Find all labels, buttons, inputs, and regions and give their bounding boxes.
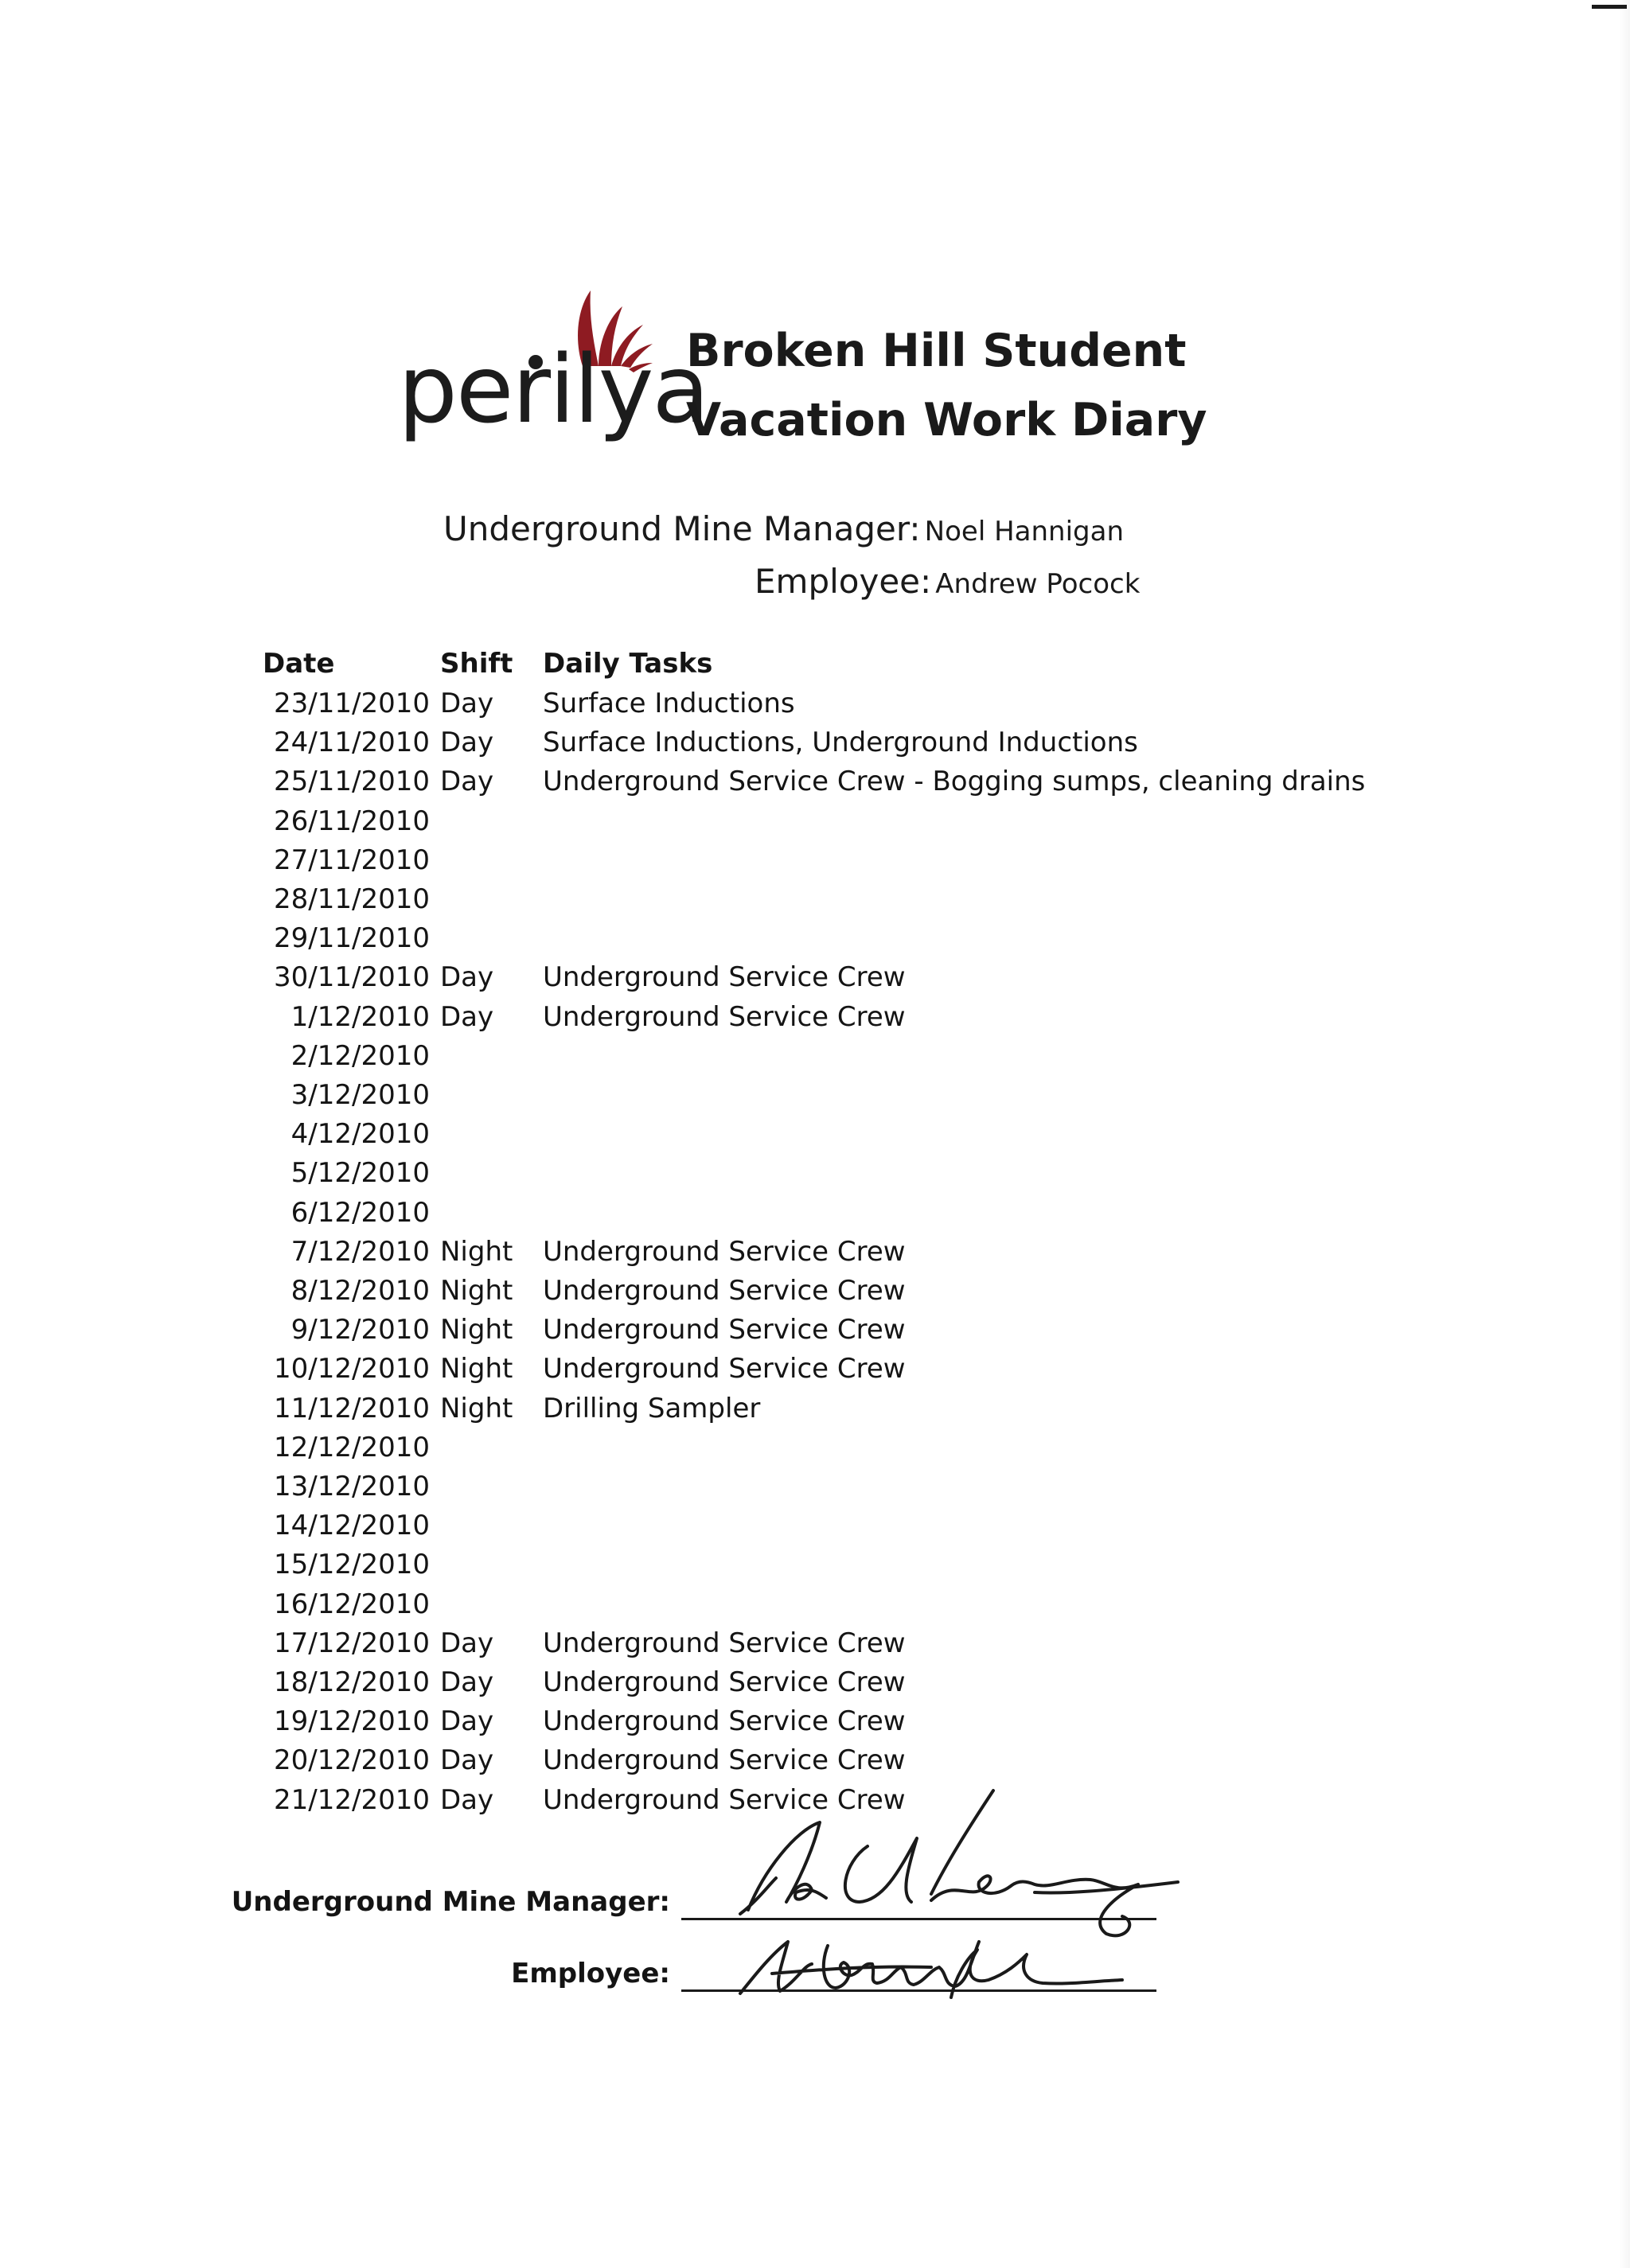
table-row bbox=[0, 1118, 1630, 1157]
row-task: Underground Service Crew bbox=[543, 1666, 906, 1698]
row-date: 12/12/2010 bbox=[274, 1431, 430, 1463]
row-date: 2/12/2010 bbox=[291, 1039, 430, 1072]
row-date: 3/12/2010 bbox=[291, 1079, 430, 1111]
row-task: Underground Service Crew bbox=[543, 1783, 906, 1816]
scan-corner-mark bbox=[1592, 5, 1627, 9]
table-row bbox=[0, 961, 1630, 1000]
table-row bbox=[0, 1549, 1630, 1588]
row-task: Underground Service Crew bbox=[543, 1314, 906, 1346]
row-date: 16/12/2010 bbox=[274, 1588, 430, 1620]
row-date: 10/12/2010 bbox=[274, 1353, 430, 1385]
table-row bbox=[0, 1666, 1630, 1705]
table-row bbox=[0, 766, 1630, 805]
table-row bbox=[0, 805, 1630, 844]
row-date: 13/12/2010 bbox=[274, 1471, 430, 1502]
manager-header-label: Underground Mine Manager: bbox=[443, 509, 921, 548]
employee-header-line bbox=[755, 562, 1140, 601]
row-date: 15/12/2010 bbox=[274, 1549, 430, 1581]
row-date: 19/12/2010 bbox=[274, 1705, 430, 1738]
employee-signature bbox=[740, 1942, 1122, 1997]
row-date: 30/11/2010 bbox=[274, 961, 430, 994]
row-task: Underground Service Crew bbox=[543, 961, 906, 994]
row-date: 14/12/2010 bbox=[274, 1510, 430, 1542]
row-date: 9/12/2010 bbox=[291, 1314, 430, 1346]
manager-header-line bbox=[443, 509, 1124, 548]
row-date: 26/11/2010 bbox=[274, 805, 430, 837]
row-task: Surface Inductions bbox=[543, 688, 795, 719]
row-date: 1/12/2010 bbox=[291, 1000, 430, 1033]
row-task: Underground Service Crew bbox=[543, 1000, 906, 1033]
table-row bbox=[0, 1627, 1630, 1666]
row-shift: Day bbox=[440, 688, 494, 719]
table-row bbox=[0, 1744, 1630, 1783]
table-row bbox=[0, 1040, 1630, 1079]
row-task: Surface Inductions, Underground Inductions bbox=[543, 727, 1138, 759]
row-shift: Night bbox=[440, 1314, 513, 1346]
row-shift: Night bbox=[440, 1392, 513, 1424]
table-row bbox=[0, 1588, 1630, 1627]
row-task: Underground Service Crew - Bogging sumps, cleaning drains bbox=[543, 766, 1366, 798]
row-shift: Day bbox=[440, 1627, 494, 1659]
row-date: 5/12/2010 bbox=[291, 1157, 430, 1190]
row-date: 24/11/2010 bbox=[274, 727, 430, 759]
row-task: Underground Service Crew bbox=[543, 1705, 906, 1738]
manager-header-name: Noel Hannigan bbox=[924, 516, 1124, 548]
perilya-logo bbox=[398, 279, 708, 454]
row-task: Underground Service Crew bbox=[543, 1275, 906, 1307]
table-row bbox=[0, 922, 1630, 961]
table-row bbox=[0, 1432, 1630, 1471]
table-row bbox=[0, 1236, 1630, 1275]
row-date: 7/12/2010 bbox=[291, 1235, 430, 1268]
row-date: 21/12/2010 bbox=[274, 1783, 430, 1816]
row-task: Underground Service Crew bbox=[543, 1744, 906, 1777]
row-date: 8/12/2010 bbox=[291, 1275, 430, 1307]
row-shift: Day bbox=[440, 1783, 494, 1816]
table-row bbox=[0, 1393, 1630, 1432]
table-row bbox=[0, 1275, 1630, 1314]
row-date: 28/11/2010 bbox=[274, 883, 430, 915]
table-row bbox=[0, 1510, 1630, 1549]
row-date: 11/12/2010 bbox=[274, 1392, 430, 1424]
row-date: 18/12/2010 bbox=[274, 1666, 430, 1698]
handwritten-signatures bbox=[692, 1783, 1186, 2021]
row-shift: Night bbox=[440, 1235, 513, 1268]
row-shift: Day bbox=[440, 1000, 494, 1033]
row-date: 4/12/2010 bbox=[291, 1118, 430, 1151]
row-date: 20/12/2010 bbox=[274, 1744, 430, 1777]
row-shift: Day bbox=[440, 766, 494, 798]
table-row bbox=[0, 1001, 1630, 1040]
table-row bbox=[0, 688, 1630, 727]
row-task: Underground Service Crew bbox=[543, 1627, 906, 1659]
row-date: 27/11/2010 bbox=[274, 844, 430, 876]
employee-signature-label: Employee: bbox=[511, 1958, 670, 1989]
logo-wordmark: perilya bbox=[398, 334, 708, 444]
table-row bbox=[0, 1197, 1630, 1236]
row-date: 23/11/2010 bbox=[274, 688, 430, 719]
row-date: 6/12/2010 bbox=[291, 1196, 430, 1229]
row-shift: Day bbox=[440, 961, 494, 994]
table-row bbox=[0, 844, 1630, 883]
manager-signature bbox=[740, 1791, 1178, 1935]
title-line-2: Vacation Work Diary bbox=[686, 394, 1207, 446]
row-date: 25/11/2010 bbox=[274, 766, 430, 798]
row-task: Underground Service Crew bbox=[543, 1353, 906, 1385]
row-date: 17/12/2010 bbox=[274, 1627, 430, 1659]
title-line-1: Broken Hill Student bbox=[686, 325, 1187, 377]
table-row bbox=[0, 1314, 1630, 1353]
table-row bbox=[0, 727, 1630, 766]
row-shift: Day bbox=[440, 1744, 494, 1777]
row-shift: Day bbox=[440, 1705, 494, 1738]
row-shift: Night bbox=[440, 1353, 513, 1385]
table-row bbox=[0, 1353, 1630, 1392]
row-shift: Day bbox=[440, 1666, 494, 1698]
column-header-date: Date bbox=[263, 648, 335, 680]
table-row bbox=[0, 1705, 1630, 1744]
column-header-shift: Shift bbox=[440, 648, 513, 680]
row-shift: Day bbox=[440, 727, 494, 759]
table-row bbox=[0, 1079, 1630, 1118]
manager-signature-label: Underground Mine Manager: bbox=[231, 1886, 670, 1918]
row-task: Underground Service Crew bbox=[543, 1235, 906, 1268]
document-title bbox=[686, 317, 1207, 455]
table-row bbox=[0, 883, 1630, 922]
employee-header-name: Andrew Pocock bbox=[935, 568, 1141, 600]
column-header-tasks: Daily Tasks bbox=[543, 648, 713, 680]
table-row bbox=[0, 1471, 1630, 1510]
row-task: Drilling Sampler bbox=[543, 1392, 761, 1424]
table-row bbox=[0, 1157, 1630, 1196]
row-shift: Night bbox=[440, 1275, 513, 1307]
employee-header-label: Employee: bbox=[755, 562, 932, 601]
row-date: 29/11/2010 bbox=[274, 922, 430, 955]
